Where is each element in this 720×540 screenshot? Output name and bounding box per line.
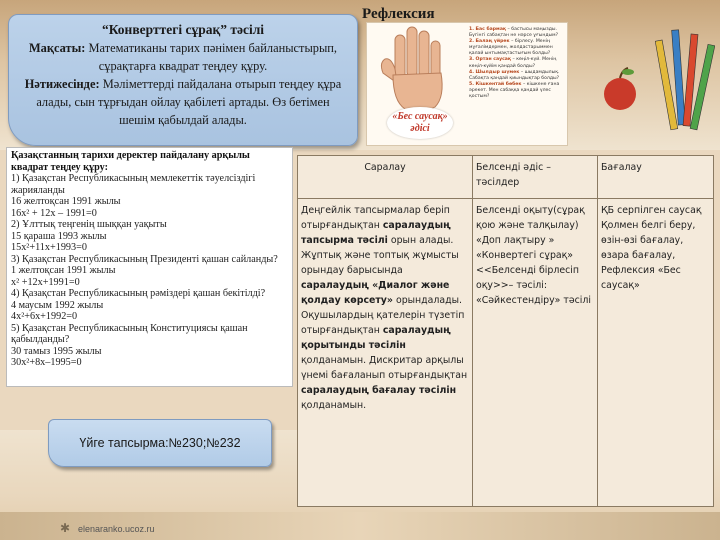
task-line: 1 желтоқсан 1991 жылы [11,265,116,276]
task-line: квадрат теңдеу құру: [11,161,108,173]
task-line: 5) Қазақстан Республикасының Конституциясы қашан [11,322,248,334]
hand-notes [469,27,565,100]
task-line: 16 желтоқсан 1991 жылы [11,196,121,207]
task-line: 15 қараша 1993 жылы [11,230,107,242]
task-line: 16х² + 12х – 1991=0 [11,207,97,219]
task-line: 30х²+8х–1995=0 [11,357,82,368]
hand-reflection-card [366,22,568,146]
task-line: жарияланды [11,184,65,196]
hand-method-label: «Бес саусақ» әдісі [387,107,453,139]
task-line: Қазақстанның тарихи деректер пайдалану арқылы [11,150,250,161]
task-line: 4х²+6х+1992=0 [11,311,78,322]
task-line: 15х²+11х+1993=0 [11,242,87,253]
hand-note: 1. Бас бармақ – бастысы маңызды. Бүгінгі сабақтан не нәрсе ұғындым? [469,27,559,39]
task-line: 2) Ұлттық теңгенің шыққан уақыты [11,219,167,230]
homework-box [48,419,272,467]
result-label: Нәтижесінде: [24,77,100,91]
method-title: “Конверттегі сұрақ” тәсілі [101,22,265,37]
method-goal [17,39,349,75]
method-card [8,14,358,146]
task-line: 4) Қазақстан Республикасының рәміздері қашан бекітілді? [11,288,266,299]
goal-text: Математиканы тарих пәнімен байланыстырып, сұрақтарға квадрат теңдеу құру. [88,41,338,73]
hand-note: 4. Шылдыр шүмек – шыдамдылық. Сабақта қандай қиындықтар болды? [469,69,560,81]
footer-star-icon: ✱ [60,521,71,535]
column-header-methods: Белсенді әдіс – тәсілдер [473,156,598,199]
task-line: 3) Қазақстан Республикасының Президенті қашан сайланды? [11,253,278,265]
column-header-assessment: Бағалау [598,156,714,199]
assessment-table [297,155,714,507]
column-header-differentiation: Саралау [298,156,473,199]
task-line: 4 маусым 1992 жылы [11,299,104,311]
table-row [298,199,714,507]
hand-note: 2. Балаң үйрек – бірлесу. Менің мұғалімдермен, жолдастарыммен қалай ынтымақтастығым болды? [469,39,553,57]
method-result [17,75,349,129]
pencils-decoration-icon [655,20,715,145]
hand-note: 5. Кішкентай бөбек – кішкене ғана әрекет. Мен сабаққа қандай үлес қостым? [469,81,560,100]
footer-url: elenaranko.ucoz.ru [78,524,155,534]
homework-text: Үйге тапсырма:№230;№232 [79,436,241,450]
goal-label: Мақсаты: [28,41,86,55]
task-sheet [6,147,293,387]
task-line: қабылданды? [11,334,70,345]
hand-note: 3. Ортан саусақ – көңіл-күй. Менің көңіл-күйім қандай болды? [469,57,557,69]
table-header-row [298,156,714,199]
result-text: Мәліметтерді пайдалана отырып теңдеу құра алады, сын тұрғыдан ойлау қабілеті артады. Өз бетімен шешім қабылдай алады. [36,77,342,127]
task-line: 30 тамыз 1995 жылы [11,345,102,357]
cell-methods: Белсенді оқыту(сұрақ қою және талқылау) «Доп лақтыру » «Конвертегі сұрақ» <<Белсенді бірлесіп оқу>>– тәсілі: «Сәйкестендіру» тәсілі [473,199,598,507]
task-line: х² +12х+1991=0 [11,276,80,288]
cell-differentiation: Деңгейлік тапсырмалар беріп отырғандықтан саралаудың тапсырма тәсілі орын алады. Жұптық және топтық жұмысты орындау барысында саралаудың «Диалог және қолдау көрсету» орындалады. Оқушылардың қателерін түзетіп отырғандықтан саралаудың қорытынды тәсілін қолданамын. Дискритар арқылы үнемі бағаланып отырғандықтан саралаудың бағалау тәсілін қолданамын. [298,199,473,507]
cell-assessment: ҚБ серпілген саусақ Қолмен белгі беру, өзін-өзі бағалау, өзара бағалау, Рефлексия «Бес саусақ» [598,199,714,507]
task-line: 1) Қазақстан Республикасының мемлекеттік тәуелсіздігі [11,173,256,184]
apple-decoration-icon [590,60,650,120]
slide-title: Рефлексия [362,6,435,22]
